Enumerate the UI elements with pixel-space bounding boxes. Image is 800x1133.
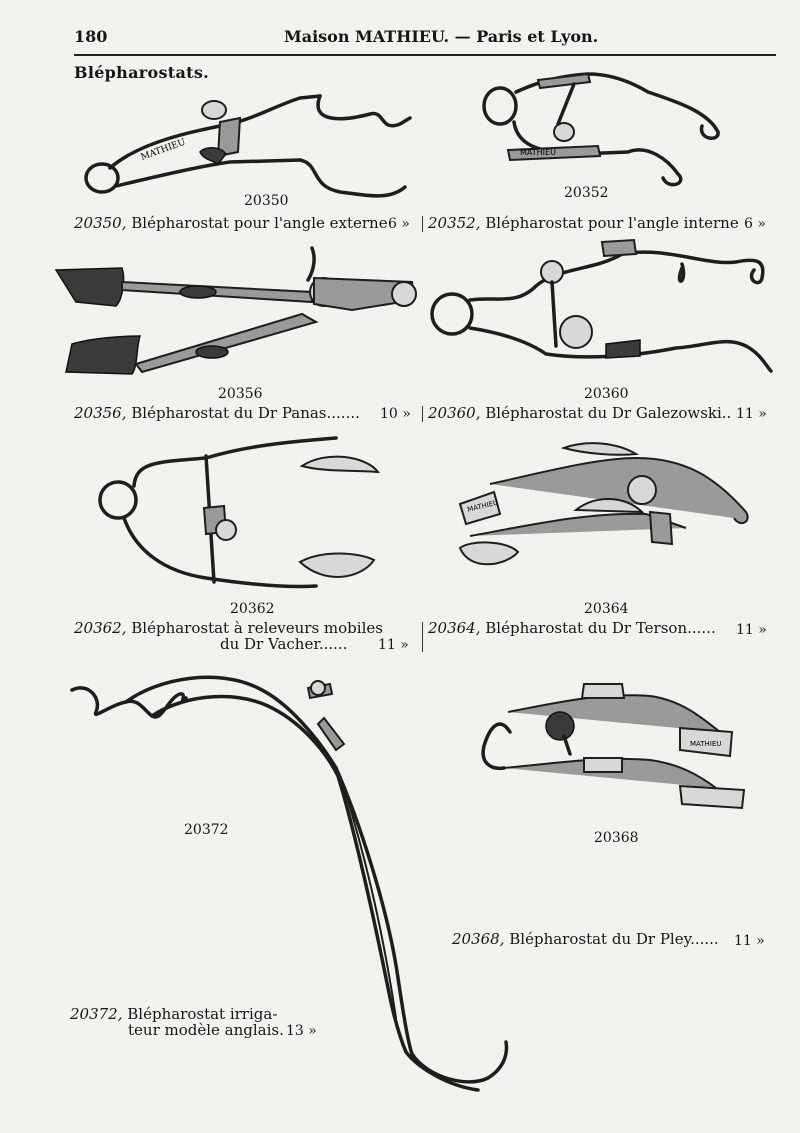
column-separator: [422, 622, 423, 652]
column-separator: [422, 406, 423, 422]
caption-20368: [452, 930, 719, 948]
illustration-20352: [478, 62, 728, 192]
item-description: Blépharostat du Dr Panas.......: [126, 404, 360, 422]
caption-20364: [428, 619, 716, 637]
engraving-mathieu-20352: MATHIEU: [520, 148, 556, 157]
section-title: Blépharostats.: [74, 63, 210, 82]
item-code: 20356,: [74, 404, 127, 422]
item-code: 20360,: [428, 404, 481, 422]
item-number-20362: 20362: [230, 601, 275, 617]
illustration-20364: [446, 444, 756, 584]
caption-20356: [74, 404, 360, 422]
item-code: 20352,: [428, 214, 481, 232]
item-number-20372: 20372: [184, 822, 229, 838]
item-code: 20362,: [74, 619, 127, 637]
illustration-20362: [96, 432, 386, 602]
item-description: Blépharostat à releveurs mobiles: [126, 619, 383, 637]
item-number-20368: 20368: [594, 830, 639, 846]
price-20356: 10 »: [380, 406, 411, 422]
page-header-title: Maison MATHIEU. — Paris et Lyon.: [284, 27, 599, 46]
caption-20350: [74, 214, 388, 232]
item-description: Blépharostat du Dr Galezowski..: [480, 404, 732, 422]
item-number-20360: 20360: [584, 386, 629, 402]
illustration-20372: [68, 658, 518, 1108]
item-number-20350: 20350: [244, 193, 289, 209]
caption-20352: [428, 214, 739, 232]
engraving-mathieu-20368: MATHIEU: [690, 740, 722, 748]
price-20368: 11 »: [734, 933, 765, 949]
illustration-20360: [426, 236, 776, 376]
price-20360: 11 »: [736, 406, 767, 422]
header-rule: [74, 54, 776, 56]
illustration-20356: [52, 244, 422, 384]
price-20350: 6 »: [388, 216, 410, 232]
item-description: Blépharostat du Dr Terson......: [480, 619, 716, 637]
engraving-mathieu-20350: MATHIEU: [139, 137, 188, 163]
item-code: 20368,: [452, 930, 505, 948]
price-20372: 13 »: [286, 1023, 317, 1039]
item-description: Blépharostat irriga-: [122, 1005, 278, 1023]
item-number-20356: 20356: [218, 386, 263, 402]
caption-20372-line2: teur modèle anglais.: [128, 1021, 284, 1039]
page-number: 180: [74, 27, 108, 46]
item-number-20352: 20352: [564, 185, 609, 201]
price-20352: 6 »: [744, 216, 766, 232]
caption-20362-line2: du Dr Vacher......: [220, 635, 348, 653]
price-20364: 11 »: [736, 622, 767, 638]
price-20362: 11 »: [378, 637, 409, 653]
item-number-20364: 20364: [584, 601, 629, 617]
item-code: 20364,: [428, 619, 481, 637]
item-description: Blépharostat pour l'angle interne: [480, 214, 739, 232]
item-code: 20372,: [70, 1005, 123, 1023]
caption-20360: [428, 404, 731, 422]
item-code: 20350,: [74, 214, 127, 232]
item-description: Blépharostat pour l'angle externe: [126, 214, 388, 232]
engraving-mathieu-20364: MATHIEU: [466, 498, 499, 514]
item-description: Blépharostat du Dr Pley......: [504, 930, 719, 948]
illustration-20368: [480, 676, 750, 826]
column-separator: [422, 216, 423, 232]
